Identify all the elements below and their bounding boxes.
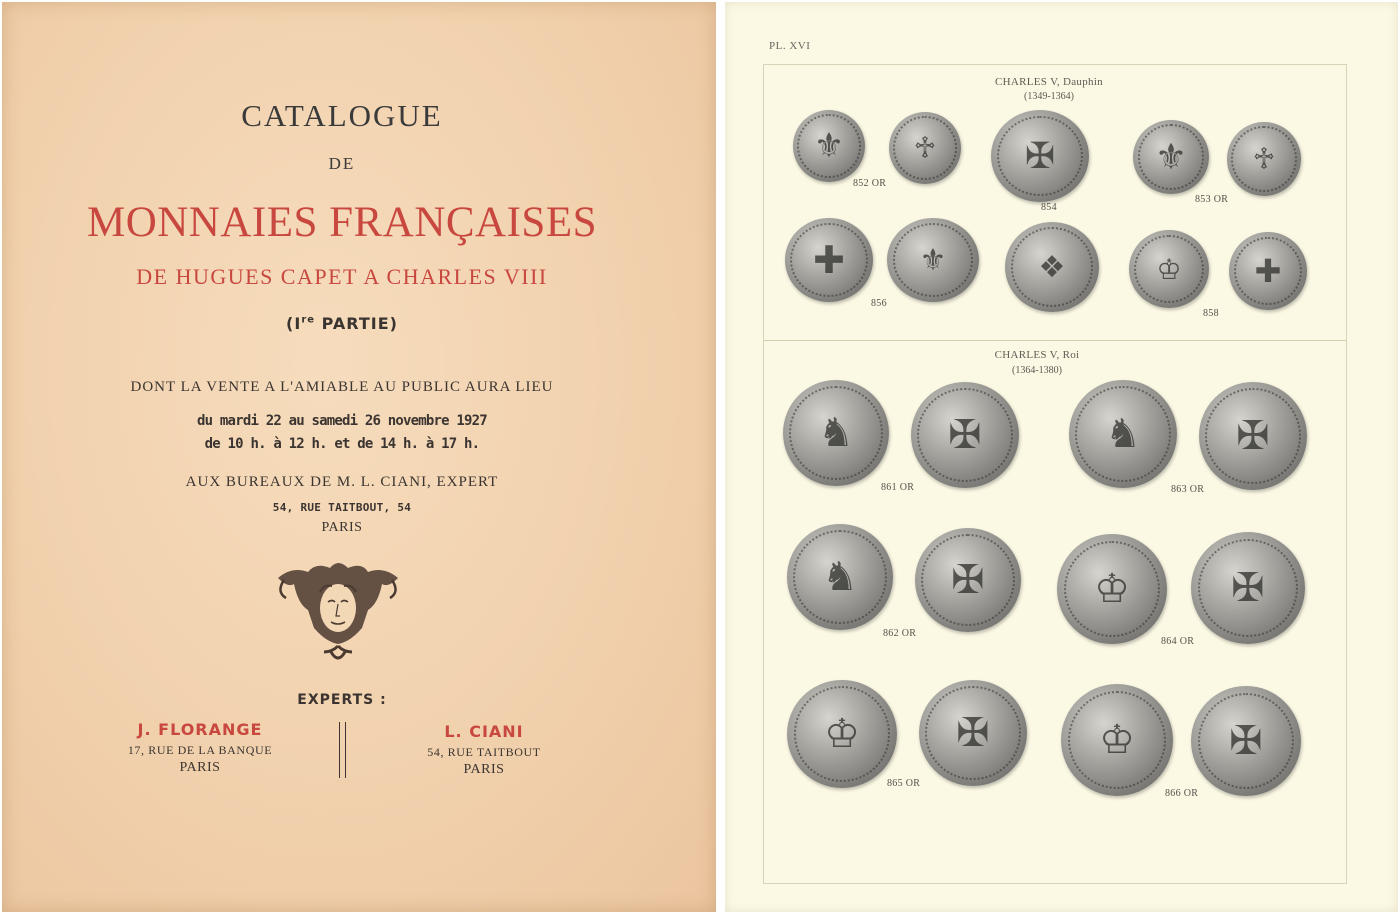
coin-852-reverse — [889, 112, 961, 184]
coin-863-obverse — [1069, 380, 1177, 488]
coin-861-reverse — [911, 382, 1019, 488]
coin-856-reverse — [887, 218, 979, 302]
section-dates-dauphin: (1349-1364) — [1024, 91, 1074, 102]
partie-suffix: PARTIE) — [315, 314, 398, 333]
king-standing-icon: ♔ — [824, 711, 860, 757]
coin-label-856: 856 — [871, 298, 887, 309]
expert-city: PARIS — [463, 762, 505, 777]
coin-plate-page — [725, 2, 1398, 912]
title-main: MONNAIES FRANÇAISES — [86, 199, 598, 246]
fleur-de-lis-icon: ⚜ — [1154, 136, 1188, 178]
experts-heading: EXPERTS : — [297, 692, 387, 708]
coin-label-863: 863 OR — [1171, 484, 1205, 495]
sale-hours: de 10 h. à 12 h. et de 14 h. à 17 h. — [204, 436, 480, 452]
king-standing-icon: ♔ — [1099, 717, 1135, 763]
coin-858-reverse — [1229, 232, 1307, 310]
quatrefoil-cross-icon: ✠ — [1231, 565, 1265, 611]
section-title-roi: CHARLES V, Roi — [994, 349, 1080, 361]
coin-861-obverse — [783, 380, 889, 486]
coin-label-864: 864 OR — [1161, 636, 1195, 647]
quatrefoil-cross-icon: ✠ — [1236, 413, 1270, 459]
coin-856-obverse — [785, 218, 873, 302]
section-dates-roi: (1364-1380) — [1012, 365, 1062, 376]
coin-865-reverse — [919, 680, 1027, 786]
king-standing-icon: ♔ — [1094, 566, 1130, 612]
coin-866-obverse — [1061, 684, 1173, 796]
coin-857 — [1005, 222, 1099, 312]
expert-divider — [339, 722, 346, 778]
quatrefoil-cross-icon: ✠ — [1229, 718, 1263, 764]
horseman-icon: ♞ — [822, 554, 858, 600]
cross-icon: ✚ — [1254, 252, 1282, 290]
expert-address: 54, RUE TAITBOUT — [427, 745, 541, 759]
coin-862-reverse — [915, 528, 1021, 632]
coin-854 — [991, 110, 1089, 202]
partie-prefix: (I — [286, 314, 302, 333]
crown-icon: ♔ — [1156, 252, 1182, 286]
coin-label-852: 852 OR — [853, 178, 887, 189]
coin-label-862: 862 OR — [883, 628, 917, 639]
section-title-dauphin: CHARLES V, Dauphin — [995, 76, 1103, 88]
sale-location: AUX BUREAUX DE M. L. CIANI, EXPERT — [185, 474, 499, 490]
coin-866-reverse — [1191, 686, 1301, 796]
section-separator — [763, 340, 1347, 341]
expert-city: PARIS — [179, 760, 221, 775]
medusa-ornament-icon — [272, 558, 404, 660]
sale-announcement: DONT LA VENTE A L'AMIABLE AU PUBLIC AURA LIEU — [130, 379, 554, 395]
coin-label-861: 861 OR — [881, 482, 915, 493]
fleur-de-lis-icon: ⚜ — [919, 242, 947, 278]
coin-label-865: 865 OR — [887, 778, 921, 789]
sale-street: 54, RUE TAITBOUT, 54 — [272, 501, 412, 514]
shield-icon: ❖ — [1038, 249, 1066, 285]
cross-icon: ✠ — [1024, 135, 1056, 177]
expert-name: L. CIANI — [444, 722, 524, 741]
coin-label-866: 866 OR — [1165, 788, 1199, 799]
coin-865-obverse — [787, 680, 897, 788]
cross-icon: ✚ — [813, 238, 845, 282]
partie-label — [2, 314, 682, 333]
quatrefoil-cross-icon: ✠ — [956, 710, 990, 756]
horseman-icon: ♞ — [818, 410, 854, 456]
coin-853-reverse — [1227, 122, 1301, 196]
coin-852-obverse — [793, 110, 865, 182]
coin-858-obverse — [1129, 230, 1209, 308]
coin-864-reverse — [1191, 532, 1305, 644]
saint-figure-icon: ♱ — [913, 130, 937, 166]
expert-address: 17, RUE DE LA BANQUE — [127, 743, 273, 757]
title-catalogue: CATALOGUE — [241, 98, 443, 133]
coin-label-858: 858 — [1203, 308, 1219, 319]
sale-dates: du mardi 22 au samedi 26 novembre 1927 — [197, 413, 487, 429]
coin-862-obverse — [787, 524, 893, 630]
coin-label-854: 854 — [1041, 202, 1057, 213]
coin-label-853: 853 OR — [1195, 194, 1229, 205]
saint-figure-icon: ♱ — [1252, 141, 1276, 177]
expert-name: J. FLORANGE — [137, 720, 263, 739]
expert-florange — [100, 720, 300, 776]
plate-number: PL. XVI — [769, 40, 811, 52]
title-de: DE — [328, 154, 356, 173]
horseman-icon: ♞ — [1105, 411, 1141, 457]
coin-863-reverse — [1199, 382, 1307, 490]
quatrefoil-cross-icon: ✠ — [951, 557, 985, 603]
partie-sup: re — [301, 314, 316, 326]
quatrefoil-cross-icon: ✠ — [948, 412, 982, 458]
expert-ciani — [384, 722, 584, 778]
sale-city: PARIS — [321, 520, 363, 535]
coin-864-obverse — [1057, 534, 1167, 644]
coin-853-obverse — [1133, 120, 1209, 194]
catalogue-cover-page — [2, 2, 716, 912]
subtitle: DE HUGUES CAPET A CHARLES VIII — [136, 264, 548, 289]
fleur-de-lis-icon: ⚜ — [813, 126, 845, 166]
